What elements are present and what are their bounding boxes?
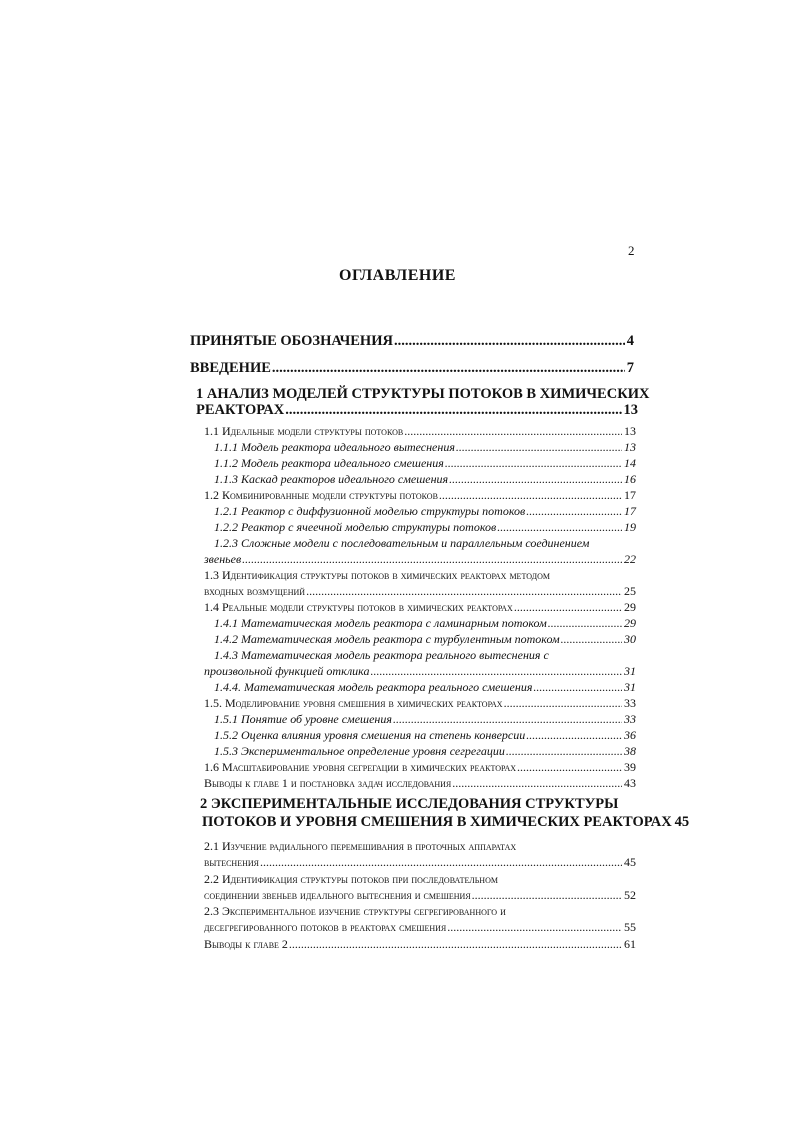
toc-label: ПОТОКОВ И УРОВНЯ СМЕШЕНИЯ В ХИМИЧЕСКИХ РЕАКТОРАХ <box>202 814 672 830</box>
toc-label: входных возмущений <box>204 584 306 598</box>
toc-entry-1-1-2[interactable] <box>214 457 636 469</box>
toc-entry-2-conclusions[interactable] <box>204 938 636 950</box>
toc-entry-chapter-1[interactable] <box>196 403 638 418</box>
toc-label: РЕАКТОРАХ <box>196 402 285 418</box>
toc-leader <box>394 334 625 349</box>
toc-label: Выводы к главе 2 <box>204 937 288 951</box>
toc-entry-1-2-2[interactable] <box>214 521 636 533</box>
page-number: 2 <box>628 243 635 258</box>
toc-entry-1-4-2[interactable] <box>214 633 636 645</box>
toc-leader <box>517 761 622 773</box>
toc-entry-chapter-2[interactable] <box>202 814 690 830</box>
toc-leader <box>506 745 622 757</box>
toc-entry-notation[interactable] <box>190 334 634 349</box>
toc-page: 29 <box>624 616 636 630</box>
toc-label: 1.5.2 Оценка влияния уровня смешения на степень конверсии <box>214 728 526 742</box>
toc-label: ВВЕДЕНИЕ <box>190 360 271 376</box>
toc-page: 29 <box>624 600 636 614</box>
toc-page: 43 <box>624 776 636 790</box>
toc-label: 1.5.1 Понятие об уровне смешения <box>214 712 392 726</box>
toc-leader <box>497 521 622 533</box>
toc-entry-1-5-2[interactable] <box>214 729 636 741</box>
toc-leader <box>272 361 625 376</box>
toc-entry-1-5[interactable] <box>204 697 636 709</box>
toc-label: 1.1.3 Каскад реакторов идеального смешения <box>214 472 449 486</box>
toc-leader <box>456 441 622 453</box>
toc-entry-2-3-line1[interactable]: 2.3 Экспериментальное изучение структуры сегрегированного и <box>204 904 506 918</box>
toc-leader <box>504 697 622 709</box>
toc-leader <box>472 889 622 901</box>
toc-leader <box>289 938 622 950</box>
toc-leader <box>447 921 622 933</box>
toc-entry-2-3[interactable] <box>204 921 636 933</box>
toc-page: 39 <box>624 760 636 774</box>
toc-page: 7 <box>626 360 634 376</box>
toc-page: 45 <box>674 814 690 830</box>
toc-entry-2-1[interactable] <box>204 856 636 868</box>
toc-leader <box>260 856 622 868</box>
toc-page: 17 <box>624 504 636 518</box>
toc-label: десегрегированного потоков в реакторах смешения <box>204 920 447 934</box>
toc-entry-1-4[interactable] <box>204 601 636 613</box>
toc-entry-2-2-line1[interactable]: 2.2 Идентификация структуры потоков при последовательном <box>204 872 498 886</box>
toc-entry-1-2-1[interactable] <box>214 505 636 517</box>
toc-label: 1.2.1 Реактор с диффузионной моделью структуры потоков <box>214 504 526 518</box>
toc-label: 1.4.2 Математическая модель реактора с турбулентным потоком <box>214 632 560 646</box>
toc-entry-1-1-1[interactable] <box>214 441 636 453</box>
toc-label: произвольной функцией отклика <box>204 664 370 678</box>
toc-leader <box>439 489 622 501</box>
toc-leader <box>533 681 622 693</box>
toc-chapter-2-line1[interactable]: 2 ЭКСПЕРИМЕНТАЛЬНЫЕ ИССЛЕДОВАНИЯ СТРУКТУРЫ <box>200 796 619 812</box>
toc-page: 13 <box>624 424 636 438</box>
toc-entry-1-3[interactable] <box>204 585 636 597</box>
toc-page: 14 <box>624 456 636 470</box>
toc-entry-1-4-3-line1[interactable]: 1.4.3 Математическая модель реактора реального вытеснения с <box>214 648 549 662</box>
toc-entry-1-5-1[interactable] <box>214 713 636 725</box>
toc-page: 17 <box>624 488 636 502</box>
toc-leader <box>526 729 622 741</box>
toc-label: соединении звеньев идеального вытеснения и смешения <box>204 888 471 902</box>
toc-label: 1.2 Комбинированные модели структуры потоков <box>204 488 438 502</box>
toc-page: 25 <box>624 584 636 598</box>
toc-label: 1.1.2 Модель реактора идеального смешения <box>214 456 444 470</box>
toc-leader <box>449 473 622 485</box>
toc-page: 31 <box>624 664 636 678</box>
page-title: ОГЛАВЛЕНИЕ <box>339 267 456 284</box>
toc-label: 1.5.3 Экспериментальное определение уровня сегрегации <box>214 744 505 758</box>
toc-page: 4 <box>626 333 634 349</box>
toc-label: ПРИНЯТЫЕ ОБОЗНАЧЕНИЯ <box>190 333 393 349</box>
toc-entry-1-1-3[interactable] <box>214 473 636 485</box>
toc-entry-1-1[interactable] <box>204 425 636 437</box>
toc-leader <box>514 601 622 613</box>
toc-entry-1-5-3[interactable] <box>214 745 636 757</box>
toc-entry-2-1-line1[interactable]: 2.1 Изучение радиального перемешивания в проточных аппаратах <box>204 839 517 853</box>
toc-label: 1.1.1 Модель реактора идеального вытеснения <box>214 440 455 454</box>
toc-page: 33 <box>624 696 636 710</box>
toc-page: 19 <box>624 520 636 534</box>
toc-leader <box>404 425 622 437</box>
toc-page: 13 <box>623 402 638 418</box>
toc-entry-1-4-1[interactable] <box>214 617 636 629</box>
toc-entry-1-conclusions[interactable] <box>204 777 636 789</box>
toc-entry-1-2-3-line1[interactable]: 1.2.3 Сложные модели с последовательным и параллельным соединением <box>214 536 590 550</box>
toc-page: 52 <box>624 888 636 902</box>
toc-page: 55 <box>624 920 636 934</box>
toc-label: Выводы к главе 1 и постановка задач исследования <box>204 776 452 790</box>
toc-leader <box>242 553 622 565</box>
toc-entry-1-3-line1[interactable]: 1.3 Идентификация структуры потоков в химических реакторах методом <box>204 568 550 582</box>
toc-page: 45 <box>624 855 636 869</box>
toc-page: 31 <box>624 680 636 694</box>
toc-leader <box>526 505 622 517</box>
toc-label: 1.6 Масштабирование уровня сегрегации в химических реакторах <box>204 760 517 774</box>
toc-leader <box>548 617 622 629</box>
toc-entry-1-2[interactable] <box>204 489 636 501</box>
toc-label: вытеснения <box>204 855 259 869</box>
toc-label: 1.5. Моделирование уровня смешения в химических реакторах <box>204 696 503 710</box>
toc-page: 33 <box>624 712 636 726</box>
toc-page: 38 <box>624 744 636 758</box>
toc-leader <box>285 403 621 418</box>
toc-page: 30 <box>624 632 636 646</box>
toc-leader <box>371 665 623 677</box>
toc-entry-1-6[interactable] <box>204 761 636 773</box>
toc-leader <box>561 633 622 645</box>
toc-chapter-1-line1[interactable]: 1 АНАЛИЗ МОДЕЛЕЙ СТРУКТУРЫ ПОТОКОВ В ХИМИЧЕСКИХ <box>196 386 650 402</box>
toc-page: 22 <box>624 552 636 566</box>
toc-label: 1.4.4. Математическая модель реактора реального смешения <box>214 680 533 694</box>
toc-leader <box>452 777 622 789</box>
toc-page: 61 <box>624 937 636 951</box>
toc-page: 16 <box>624 472 636 486</box>
toc-page: 13 <box>624 440 636 454</box>
toc-leader <box>445 457 622 469</box>
toc-entry-2-2[interactable] <box>204 889 636 901</box>
toc-leader <box>306 585 622 597</box>
toc-entry-1-2-3[interactable] <box>204 553 636 565</box>
toc-leader <box>393 713 622 725</box>
toc-page: 36 <box>624 728 636 742</box>
toc-label: 1.4 Реальные модели структуры потоков в химических реакторах <box>204 600 513 614</box>
toc-label: 1.1 Идеальные модели структуры потоков <box>204 424 404 438</box>
toc-entry-1-4-4[interactable] <box>214 681 636 693</box>
toc-entry-intro[interactable] <box>190 361 634 376</box>
toc-label: 1.4.1 Математическая модель реактора с ламинарным потоком <box>214 616 547 630</box>
toc-label: звеньев <box>204 552 242 566</box>
toc-label: 1.2.2 Реактор с ячеечной моделью структуры потоков <box>214 520 497 534</box>
toc-entry-1-4-3[interactable] <box>204 665 636 677</box>
